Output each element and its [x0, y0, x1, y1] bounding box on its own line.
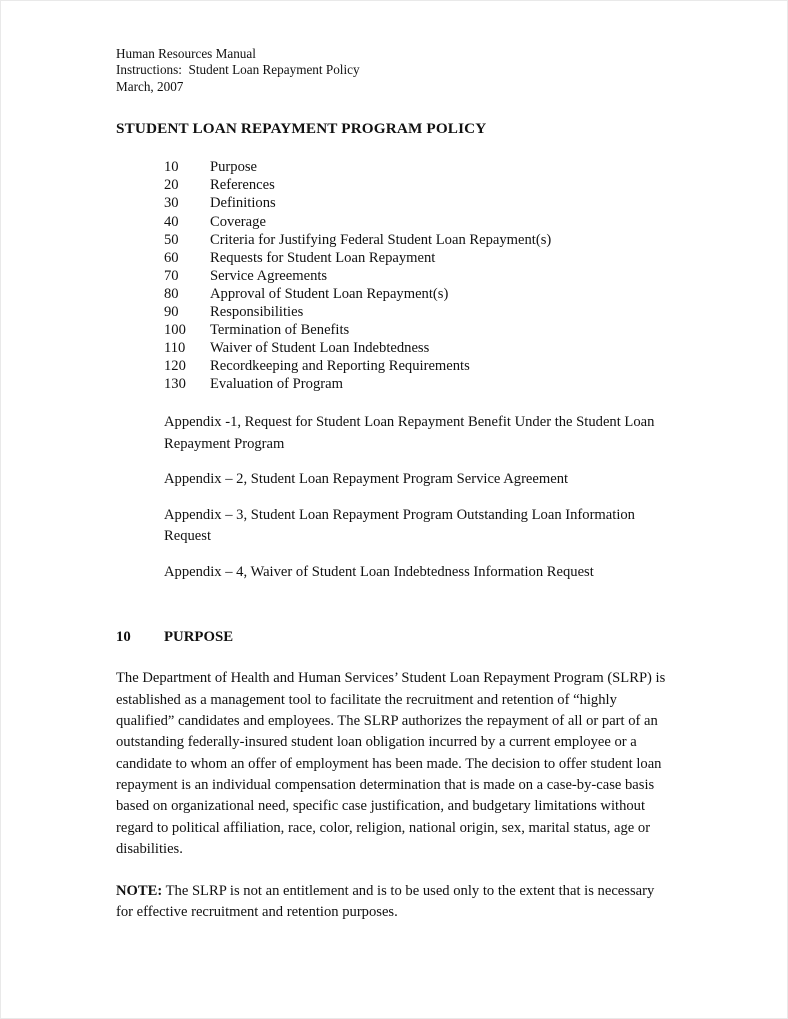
- note-label: NOTE:: [116, 883, 163, 900]
- toc-row: [164, 303, 672, 321]
- toc-number: 60: [164, 249, 179, 266]
- toc-number: 20: [164, 177, 179, 194]
- toc-number: 30: [164, 195, 179, 212]
- toc-row: [164, 267, 672, 285]
- appendix-item: Appendix – 3, Student Loan Repayment Program Outstanding Loan Information Request: [164, 506, 635, 545]
- toc-number: 80: [164, 285, 179, 302]
- appendix-item: Appendix – 2, Student Loan Repayment Program Service Agreement: [164, 471, 569, 488]
- header-instructions-line: Instructions: Student Loan Repayment Policy: [116, 62, 360, 78]
- note-text: The SLRP is not an entitlement and is to be used only to the extent that is necessary for effective recruitment and retention purposes.: [116, 883, 655, 921]
- toc-row: [164, 176, 672, 194]
- toc-label: Definitions: [210, 195, 276, 212]
- document-header-block: [116, 46, 672, 95]
- toc-number: 50: [164, 231, 179, 248]
- toc-row: [164, 357, 672, 375]
- toc-label: Purpose: [210, 159, 258, 176]
- toc-number: 90: [164, 303, 179, 320]
- toc-label: Waiver of Student Loan Indebtedness: [210, 340, 430, 357]
- toc-label: Requests for Student Loan Repayment: [210, 249, 436, 266]
- toc-number: 10: [164, 159, 179, 176]
- toc-label: Coverage: [210, 213, 266, 230]
- toc-label: Criteria for Justifying Federal Student Loan Repayment(s): [210, 231, 552, 248]
- section-heading: [116, 628, 672, 646]
- section-number: 10: [116, 629, 131, 646]
- note-paragraph: [116, 881, 656, 924]
- header-date: March, 2007: [116, 78, 184, 94]
- toc-number: 70: [164, 267, 179, 284]
- toc-number: 110: [164, 340, 186, 357]
- page-title: STUDENT LOAN REPAYMENT PROGRAM POLICY: [116, 120, 487, 138]
- purpose-paragraph: The Department of Health and Human Services’ Student Loan Repayment Program (SLRP) is established as a management tool to facilitate the recruitment and retention of “highly qualified” candidates and employees. The SLRP authorizes the repayment of all or part of an outstanding federally-insured student loan obligation incurred by a current employee or a candidate to whom an offer of employment has been made. The decision to offer student loan repayment is an individual compensation determination that is made on a case-by-case basis based on organizational need, specific case justification, and budgetary limitations without regard to political affiliation, race, color, religion, national origin, sex, marital status, age or disabilities.: [116, 670, 666, 857]
- toc-number: 120: [164, 358, 186, 375]
- appendix-list: [164, 412, 676, 583]
- toc-row: [164, 213, 672, 231]
- toc-row: [164, 375, 672, 393]
- section-title: PURPOSE: [164, 629, 234, 646]
- toc-label: Termination of Benefits: [210, 322, 350, 339]
- header-manual-name: Human Resources Manual: [116, 46, 256, 61]
- toc-label: References: [210, 177, 275, 194]
- toc-number: 130: [164, 376, 186, 393]
- toc-row: [164, 231, 672, 249]
- toc-row: [164, 194, 672, 212]
- toc-label: Service Agreements: [210, 267, 328, 284]
- toc-row: [164, 321, 672, 339]
- toc-label: Approval of Student Loan Repayment(s): [210, 285, 449, 302]
- document-content: [116, 46, 672, 924]
- toc-row: [164, 249, 672, 267]
- toc-row: [164, 339, 672, 357]
- toc-label: Recordkeeping and Reporting Requirements: [210, 358, 470, 375]
- toc-row: [164, 158, 672, 176]
- appendix-item: Appendix – 4, Waiver of Student Loan Indebtedness Information Request: [164, 563, 594, 580]
- toc-row: [164, 285, 672, 303]
- toc-label: Responsibilities: [210, 303, 304, 320]
- toc-label: Evaluation of Program: [210, 376, 343, 393]
- toc-number: 40: [164, 213, 179, 230]
- appendix-item: Appendix -1, Request for Student Loan Repayment Benefit Under the Student Loan Repayment Program: [164, 414, 655, 452]
- toc-number: 100: [164, 322, 186, 339]
- table-of-contents: [164, 158, 672, 393]
